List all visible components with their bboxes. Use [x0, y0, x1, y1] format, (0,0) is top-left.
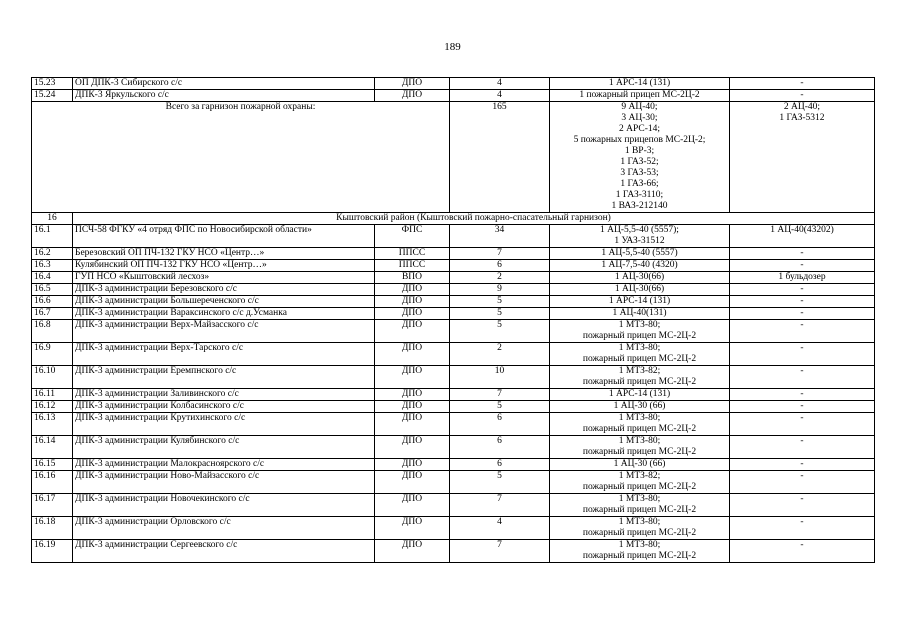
- staff-count: 6: [450, 260, 550, 272]
- main-equipment: [550, 413, 730, 436]
- row-number: 16.17: [32, 494, 73, 517]
- reserve-equipment: [730, 284, 875, 296]
- unit-name: ДПК-3 администрации Колбасинского с/с: [73, 401, 375, 413]
- equipment-line: -: [800, 260, 804, 270]
- row-number: 16.6: [32, 296, 73, 308]
- row-number: 15.24: [32, 90, 73, 102]
- equipment-line: 1 МТЗ-80;: [618, 540, 661, 550]
- main-equipment: [550, 260, 730, 272]
- reserve-equipment: [730, 401, 875, 413]
- equipment-line: 3 АЦ-30;: [621, 113, 658, 123]
- main-equipment: [550, 225, 730, 248]
- equipment-line: 1 МТЗ-80;: [618, 436, 661, 446]
- unit-type: ДПО: [375, 401, 450, 413]
- equipment-line: 1 МТЗ-80;: [618, 343, 661, 353]
- equipment-line: 1 АРС-14 (131): [608, 78, 671, 88]
- main-equipment: [550, 494, 730, 517]
- unit-type: ДПО: [375, 413, 450, 436]
- section-number: 16: [32, 213, 73, 225]
- unit-name: ДПК-3 администрации Крутихинского с/с: [73, 413, 375, 436]
- equipment-line: 1 МТЗ-82;: [618, 471, 661, 481]
- equipment-line: -: [800, 436, 804, 446]
- row-number: 16.1: [32, 225, 73, 248]
- equipment-line: 1 ГАЗ-3110;: [615, 190, 664, 200]
- unit-type: ДПО: [375, 308, 450, 320]
- equipment-line: 1 АЦ-5,5-40 (5557): [601, 248, 678, 258]
- unit-name: ДПК-3 администрации Большереченского с/с: [73, 296, 375, 308]
- row-number: 16.3: [32, 260, 73, 272]
- equipment-line: пожарный прицеп МС-2Ц-2: [582, 447, 697, 457]
- equipment-line: -: [800, 540, 804, 550]
- staff-count: 9: [450, 284, 550, 296]
- total-row: [32, 102, 875, 213]
- equipment-line: 1 ВАЗ-212140: [611, 201, 668, 211]
- reserve-equipment: [730, 225, 875, 248]
- reserve-equipment: [730, 78, 875, 90]
- unit-name: ДПК-3 администрации Сергеевского с/с: [73, 540, 375, 563]
- equipment-line: -: [800, 90, 804, 100]
- equipment-line: -: [800, 413, 804, 423]
- table-row: [32, 413, 875, 436]
- table-row: [32, 343, 875, 366]
- equipment-line: пожарный прицеп МС-2Ц-2: [582, 482, 697, 492]
- equipment-line: -: [800, 296, 804, 306]
- row-number: 16.5: [32, 284, 73, 296]
- table-row: [32, 296, 875, 308]
- main-equipment: [550, 459, 730, 471]
- reserve-equipment: [730, 272, 875, 284]
- equipment-line: -: [800, 471, 804, 481]
- unit-name: ДПК-3 администрации Орловского с/с: [73, 517, 375, 540]
- equipment-line: пожарный прицеп МС-2Ц-2: [582, 528, 697, 538]
- equipment-line: -: [800, 389, 804, 399]
- table-row: [32, 78, 875, 90]
- row-number: 16.19: [32, 540, 73, 563]
- main-equipment: [550, 320, 730, 343]
- table-row: [32, 389, 875, 401]
- equipment-line: 1 АЦ-40(131): [612, 308, 667, 318]
- main-equipment: [550, 296, 730, 308]
- equipment-line: -: [800, 494, 804, 504]
- staff-count: 2: [450, 343, 550, 366]
- staff-count: 4: [450, 90, 550, 102]
- row-number: 16.16: [32, 471, 73, 494]
- page-number: 189: [444, 41, 461, 53]
- row-number: 16.18: [32, 517, 73, 540]
- row-number: 16.8: [32, 320, 73, 343]
- unit-name: ДПК-3 администрации Еремпнского с/с: [73, 366, 375, 389]
- unit-name: ДПК-3 администрации Заливинского с/с: [73, 389, 375, 401]
- unit-type: ВПО: [375, 272, 450, 284]
- reserve-equipment: [730, 517, 875, 540]
- unit-name: ОП ДПК-3 Сибирского с/с: [73, 78, 375, 90]
- main-equipment: [550, 471, 730, 494]
- unit-type: ДПО: [375, 459, 450, 471]
- unit-type: ФПС: [375, 225, 450, 248]
- unit-name: ГУП НСО «Кыштовский лесхоз»: [73, 272, 375, 284]
- main-equipment: [550, 308, 730, 320]
- equipment-line: пожарный прицеп МС-2Ц-2: [582, 354, 697, 364]
- unit-type: ДПО: [375, 366, 450, 389]
- row-number: 16.7: [32, 308, 73, 320]
- equipment-line: 1 МТЗ-80;: [618, 517, 661, 527]
- row-number: 16.11: [32, 389, 73, 401]
- unit-name: ПСЧ-58 ФГКУ «4 отряд ФПС по Новосибирской области»: [73, 225, 375, 248]
- table-row: [32, 248, 875, 260]
- section-title: Кыштовский район (Кыштовский пожарно-спасательный гарнизон): [73, 213, 875, 225]
- row-number: 15.23: [32, 78, 73, 90]
- equipment-line: 1 МТЗ-80;: [618, 494, 661, 504]
- reserve-equipment: [730, 459, 875, 471]
- equipment-line: 1 УАЗ-31512: [614, 236, 665, 246]
- fire-equipment-table: [31, 77, 875, 563]
- equipment-line: 1 АЦ-30 (66): [613, 401, 666, 411]
- reserve-equipment: [730, 366, 875, 389]
- total-reserve-equipment: [730, 102, 875, 213]
- reserve-equipment: [730, 471, 875, 494]
- equipment-line: 3 ГАЗ-53;: [620, 168, 659, 178]
- equipment-line: 5 пожарных прицепов МС-2Ц-2;: [573, 135, 706, 145]
- equipment-line: -: [800, 459, 804, 469]
- staff-count: 6: [450, 413, 550, 436]
- equipment-line: 1 АЦ-5,5-40 (5557);: [600, 225, 679, 235]
- row-number: 16.12: [32, 401, 73, 413]
- unit-type: ППСС: [375, 260, 450, 272]
- main-equipment: [550, 90, 730, 102]
- staff-count: 5: [450, 308, 550, 320]
- total-label: Всего за гарнизон пожарной охраны:: [32, 102, 450, 213]
- table-row: [32, 225, 875, 248]
- reserve-equipment: [730, 320, 875, 343]
- table-row: [32, 284, 875, 296]
- row-number: 16.10: [32, 366, 73, 389]
- equipment-line: -: [800, 366, 804, 376]
- table-row: [32, 471, 875, 494]
- staff-count: 7: [450, 389, 550, 401]
- unit-name: ДПК-3 администрации Новочекинского с/с: [73, 494, 375, 517]
- table-row: [32, 540, 875, 563]
- row-number: 16.15: [32, 459, 73, 471]
- staff-count: 5: [450, 320, 550, 343]
- reserve-equipment: [730, 413, 875, 436]
- unit-name: ДПК-3 администрации Ново-Майзасского с/с: [73, 471, 375, 494]
- reserve-equipment: [730, 343, 875, 366]
- equipment-line: 1 МТЗ-80;: [618, 320, 661, 330]
- row-number: 16.4: [32, 272, 73, 284]
- equipment-line: 1 АЦ-30 (66): [613, 459, 666, 469]
- reserve-equipment: [730, 296, 875, 308]
- main-equipment: [550, 366, 730, 389]
- total-count: 165: [450, 102, 550, 213]
- staff-count: 2: [450, 272, 550, 284]
- equipment-line: 1 ГАЗ-52;: [620, 157, 659, 167]
- equipment-line: 1 АЦ-7,5-40 (4320): [601, 260, 678, 270]
- unit-name: ДПК-3 администрации Верх-Тарского с/с: [73, 343, 375, 366]
- reserve-equipment: [730, 90, 875, 102]
- unit-name: ДПК-3 администрации Верх-Майзасского с/с: [73, 320, 375, 343]
- unit-type: ДПО: [375, 320, 450, 343]
- staff-count: 34: [450, 225, 550, 248]
- table-body: [32, 78, 875, 563]
- unit-type: ДПО: [375, 90, 450, 102]
- staff-count: 7: [450, 248, 550, 260]
- unit-name: ДПК-3 администрации Малокрасноярского с/с: [73, 459, 375, 471]
- equipment-line: 2 АЦ-40;: [783, 102, 821, 112]
- row-number: 16.9: [32, 343, 73, 366]
- equipment-line: -: [800, 308, 804, 318]
- equipment-line: пожарный прицеп МС-2Ц-2: [582, 505, 697, 515]
- unit-type: ДПО: [375, 494, 450, 517]
- equipment-line: 1 МТЗ-80;: [618, 413, 661, 423]
- unit-type: ДПО: [375, 389, 450, 401]
- equipment-line: -: [800, 401, 804, 411]
- table-row: [32, 401, 875, 413]
- main-equipment: [550, 272, 730, 284]
- table-row: [32, 90, 875, 102]
- row-number: 16.14: [32, 436, 73, 459]
- staff-count: 5: [450, 471, 550, 494]
- unit-type: ДПО: [375, 296, 450, 308]
- main-equipment: [550, 540, 730, 563]
- equipment-line: 1 МТЗ-82;: [618, 366, 661, 376]
- main-equipment: [550, 517, 730, 540]
- reserve-equipment: [730, 389, 875, 401]
- main-equipment: [550, 436, 730, 459]
- section-header-row: [32, 213, 875, 225]
- table-row: [32, 320, 875, 343]
- equipment-line: -: [800, 78, 804, 88]
- staff-count: 7: [450, 540, 550, 563]
- main-equipment: [550, 284, 730, 296]
- unit-name: Кулябинский ОП ПЧ-132 ГКУ НСО «Центр…»: [73, 260, 375, 272]
- unit-type: ДПО: [375, 78, 450, 90]
- equipment-line: пожарный прицеп МС-2Ц-2: [582, 331, 697, 341]
- equipment-line: 9 АЦ-40;: [621, 102, 658, 112]
- unit-name: ДПК-3 администрации Кулябинского с/с: [73, 436, 375, 459]
- unit-type: ППСС: [375, 248, 450, 260]
- staff-count: 6: [450, 459, 550, 471]
- unit-name: ДПК-3 администрации Березовского с/с: [73, 284, 375, 296]
- unit-name: ДПК-3 администрации Вараксинского с/с д.Усманка: [73, 308, 375, 320]
- unit-type: ДПО: [375, 436, 450, 459]
- equipment-line: пожарный прицеп МС-2Ц-2: [582, 424, 697, 434]
- main-equipment: [550, 248, 730, 260]
- equipment-line: пожарный прицеп МС-2Ц-2: [582, 551, 697, 561]
- table-row: [32, 459, 875, 471]
- reserve-equipment: [730, 436, 875, 459]
- staff-count: 6: [450, 436, 550, 459]
- main-equipment: [550, 78, 730, 90]
- table-row: [32, 366, 875, 389]
- staff-count: 7: [450, 494, 550, 517]
- table-row: [32, 308, 875, 320]
- table-row: [32, 494, 875, 517]
- equipment-line: -: [800, 517, 804, 527]
- main-equipment: [550, 389, 730, 401]
- reserve-equipment: [730, 248, 875, 260]
- equipment-line: 1 ГАЗ-66;: [620, 179, 659, 189]
- equipment-line: 1 АЦ-30(66): [614, 284, 665, 294]
- unit-type: ДПО: [375, 471, 450, 494]
- unit-type: ДПО: [375, 284, 450, 296]
- equipment-line: 1 АЦ-40(43202): [770, 225, 834, 235]
- reserve-equipment: [730, 308, 875, 320]
- equipment-line: 1 АРС-14 (131): [608, 296, 671, 306]
- row-number: 16.2: [32, 248, 73, 260]
- equipment-line: -: [800, 320, 804, 330]
- reserve-equipment: [730, 260, 875, 272]
- staff-count: 5: [450, 401, 550, 413]
- reserve-equipment: [730, 494, 875, 517]
- equipment-line: 1 АЦ-30(66): [614, 272, 665, 282]
- equipment-line: 1 бульдозер: [778, 272, 826, 282]
- equipment-line: 1 ГАЗ-5312: [779, 113, 825, 123]
- staff-count: 4: [450, 78, 550, 90]
- main-equipment: [550, 401, 730, 413]
- equipment-line: -: [800, 248, 804, 258]
- unit-type: ДПО: [375, 517, 450, 540]
- staff-count: 10: [450, 366, 550, 389]
- unit-type: ДПО: [375, 540, 450, 563]
- equipment-line: -: [800, 284, 804, 294]
- equipment-line: пожарный прицеп МС-2Ц-2: [582, 377, 697, 387]
- table-row: [32, 436, 875, 459]
- total-main-equipment: [550, 102, 730, 213]
- main-equipment: [550, 343, 730, 366]
- equipment-line: 1 пожарный прицеп МС-2Ц-2: [579, 90, 700, 100]
- reserve-equipment: [730, 540, 875, 563]
- staff-count: 5: [450, 296, 550, 308]
- equipment-line: 1 ВР-3;: [624, 146, 655, 156]
- table-row: [32, 260, 875, 272]
- equipment-line: 2 АРС-14;: [618, 124, 661, 134]
- table-row: [32, 272, 875, 284]
- equipment-line: 1 АРС-14 (131): [608, 389, 671, 399]
- unit-name: Березовский ОП ПЧ-132 ГКУ НСО «Центр…»: [73, 248, 375, 260]
- table-row: [32, 517, 875, 540]
- staff-count: 4: [450, 517, 550, 540]
- equipment-line: -: [800, 343, 804, 353]
- unit-name: ДПК-3 Яркульского с/с: [73, 90, 375, 102]
- unit-type: ДПО: [375, 343, 450, 366]
- row-number: 16.13: [32, 413, 73, 436]
